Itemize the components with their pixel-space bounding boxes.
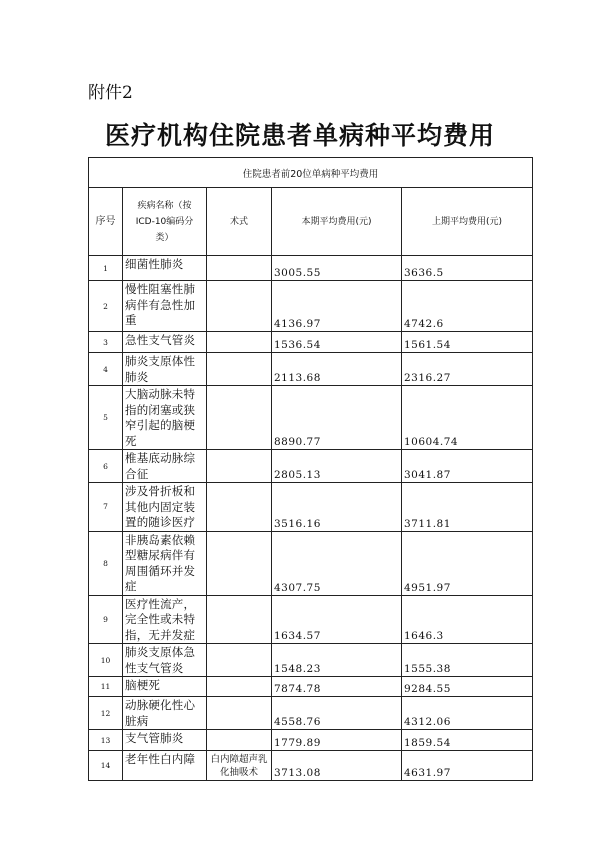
table-row (89, 531, 533, 595)
previous-fee: 1555.38 (402, 644, 533, 677)
table-row (89, 730, 533, 751)
current-fee: 7874.78 (272, 677, 402, 697)
header-previous-fee: 上期平均费用(元) (402, 188, 533, 256)
table-row (89, 677, 533, 697)
table-row (89, 644, 533, 677)
operation-name (207, 450, 272, 483)
row-number: 2 (89, 281, 123, 332)
row-number: 7 (89, 483, 123, 532)
header-operation: 术式 (207, 188, 272, 256)
current-fee: 4307.75 (272, 531, 402, 595)
header-disease: 疾病名称（按ICD-10编码分类） (123, 188, 207, 256)
row-number: 13 (89, 730, 123, 751)
disease-name: 肺炎支原体性肺炎 (123, 353, 207, 386)
operation-name (207, 697, 272, 730)
disease-name: 脑梗死 (123, 677, 207, 697)
table-row (89, 450, 533, 483)
disease-name: 涉及骨折板和其他内固定装置的随诊医疗 (123, 483, 207, 532)
current-fee: 3005.55 (272, 256, 402, 281)
current-fee: 1779.89 (272, 730, 402, 751)
operation-name (207, 531, 272, 595)
table-row (89, 353, 533, 386)
table-row (89, 751, 533, 781)
operation-name (207, 483, 272, 532)
row-number: 5 (89, 386, 123, 450)
table-row (89, 332, 533, 353)
disease-name: 医疗性流产，完全性或未特指，无并发症 (123, 595, 207, 644)
operation-name (207, 644, 272, 677)
current-fee: 1548.23 (272, 644, 402, 677)
current-fee: 3713.08 (272, 751, 402, 781)
table-caption: 住院患者前20位单病种平均费用 (89, 158, 533, 188)
disease-name: 支气管肺炎 (123, 730, 207, 751)
row-number: 9 (89, 595, 123, 644)
previous-fee: 3636.5 (402, 256, 533, 281)
disease-name: 动脉硬化性心脏病 (123, 697, 207, 730)
previous-fee: 4312.06 (402, 697, 533, 730)
disease-name: 非胰岛素依赖型糖尿病伴有周围循环并发症 (123, 531, 207, 595)
attachment-label: 附件2 (88, 83, 133, 103)
row-number: 6 (89, 450, 123, 483)
previous-fee: 3041.87 (402, 450, 533, 483)
row-number: 1 (89, 256, 123, 281)
operation-name: 白内障超声乳化抽吸术 (207, 751, 272, 781)
current-fee: 3516.16 (272, 483, 402, 532)
operation-name (207, 256, 272, 281)
previous-fee: 4631.97 (402, 751, 533, 781)
table-row (89, 595, 533, 644)
current-fee: 1536.54 (272, 332, 402, 353)
row-number: 12 (89, 697, 123, 730)
previous-fee: 4742.6 (402, 281, 533, 332)
previous-fee: 1561.54 (402, 332, 533, 353)
disease-name: 急性支气管炎 (123, 332, 207, 353)
current-fee: 4136.97 (272, 281, 402, 332)
table-row (89, 697, 533, 730)
operation-name (207, 332, 272, 353)
disease-name: 细菌性肺炎 (123, 256, 207, 281)
fee-table (88, 157, 533, 781)
document-title: 医疗机构住院患者单病种平均费用 (104, 121, 495, 150)
current-fee: 8890.77 (272, 386, 402, 450)
table-row (89, 256, 533, 281)
current-fee: 4558.76 (272, 697, 402, 730)
current-fee: 2805.13 (272, 450, 402, 483)
row-number: 4 (89, 353, 123, 386)
header-current-fee: 本期平均费用(元) (272, 188, 402, 256)
row-number: 10 (89, 644, 123, 677)
row-number: 11 (89, 677, 123, 697)
table-row (89, 281, 533, 332)
previous-fee: 3711.81 (402, 483, 533, 532)
row-number: 3 (89, 332, 123, 353)
disease-name: 大脑动脉未特指的闭塞或狭窄引起的脑梗死 (123, 386, 207, 450)
previous-fee: 9284.55 (402, 677, 533, 697)
operation-name (207, 595, 272, 644)
previous-fee: 4951.97 (402, 531, 533, 595)
previous-fee: 1859.54 (402, 730, 533, 751)
current-fee: 1634.57 (272, 595, 402, 644)
current-fee: 2113.68 (272, 353, 402, 386)
table-row (89, 386, 533, 450)
previous-fee: 1646.3 (402, 595, 533, 644)
table-row (89, 483, 533, 532)
operation-name (207, 281, 272, 332)
row-number: 8 (89, 531, 123, 595)
disease-name: 老年性白内障 (123, 751, 207, 781)
disease-name: 肺炎支原体急性支气管炎 (123, 644, 207, 677)
disease-name: 椎基底动脉综合征 (123, 450, 207, 483)
row-number: 14 (89, 751, 123, 781)
previous-fee: 10604.74 (402, 386, 533, 450)
previous-fee: 2316.27 (402, 353, 533, 386)
disease-name: 慢性阻塞性肺病伴有急性加重 (123, 281, 207, 332)
header-seq: 序号 (89, 188, 123, 256)
operation-name (207, 677, 272, 697)
operation-name (207, 386, 272, 450)
operation-name (207, 730, 272, 751)
operation-name (207, 353, 272, 386)
